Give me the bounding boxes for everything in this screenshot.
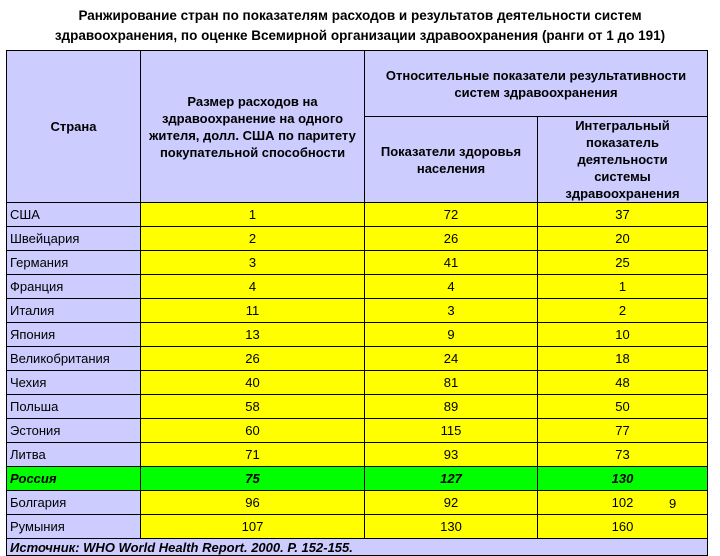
integral-rank-cell: 18	[538, 347, 708, 371]
country-cell: Болгария	[7, 491, 141, 515]
integral-rank-cell: 1	[538, 275, 708, 299]
integral-rank-cell: 130	[538, 467, 708, 491]
header-integral: Интегральный показатель деятельности системы здравоохранения	[538, 117, 708, 203]
health-rank-cell: 26	[365, 227, 538, 251]
table-row	[7, 443, 708, 467]
health-rank-cell: 93	[365, 443, 538, 467]
page-number: 9	[669, 496, 677, 511]
table-row	[7, 347, 708, 371]
country-cell: Чехия	[7, 371, 141, 395]
country-cell: Великобритания	[7, 347, 141, 371]
spending-rank-cell: 2	[141, 227, 365, 251]
table-row	[7, 275, 708, 299]
country-cell: Германия	[7, 251, 141, 275]
integral-rank-cell: 50	[538, 395, 708, 419]
spending-rank-cell: 71	[141, 443, 365, 467]
table-row	[7, 251, 708, 275]
integral-rank-cell: 160	[538, 515, 708, 539]
ranking-table	[6, 50, 708, 556]
source-note: Источник: WHO World Health Report. 2000. P. 152-155.	[7, 539, 708, 556]
header-country: Страна	[7, 51, 141, 203]
table-row	[7, 467, 708, 491]
table-row	[7, 515, 708, 539]
health-rank-cell: 41	[365, 251, 538, 275]
integral-rank-cell: 37	[538, 203, 708, 227]
table-row	[7, 203, 708, 227]
spending-rank-cell: 58	[141, 395, 365, 419]
spending-rank-cell: 11	[141, 299, 365, 323]
country-cell: Россия	[7, 467, 141, 491]
country-cell: Япония	[7, 323, 141, 347]
health-rank-cell: 24	[365, 347, 538, 371]
table-row	[7, 395, 708, 419]
country-cell: Румыния	[7, 515, 141, 539]
country-cell: Италия	[7, 299, 141, 323]
table-row	[7, 419, 708, 443]
integral-rank-cell: 73	[538, 443, 708, 467]
integral-rank-cell: 2	[538, 299, 708, 323]
health-rank-cell: 9	[365, 323, 538, 347]
integral-rank-cell: 102	[538, 491, 708, 515]
spending-rank-cell: 3	[141, 251, 365, 275]
health-rank-cell: 130	[365, 515, 538, 539]
health-rank-cell: 115	[365, 419, 538, 443]
country-cell: Швейцария	[7, 227, 141, 251]
integral-rank-cell: 48	[538, 371, 708, 395]
spending-rank-cell: 26	[141, 347, 365, 371]
country-cell: Эстония	[7, 419, 141, 443]
spending-rank-cell: 75	[141, 467, 365, 491]
spending-rank-cell: 1	[141, 203, 365, 227]
country-cell: США	[7, 203, 141, 227]
table-row	[7, 323, 708, 347]
integral-rank-cell: 10	[538, 323, 708, 347]
health-rank-cell: 72	[365, 203, 538, 227]
table-row	[7, 227, 708, 251]
table-row	[7, 491, 708, 515]
health-rank-cell: 127	[365, 467, 538, 491]
spending-rank-cell: 4	[141, 275, 365, 299]
table-body	[7, 203, 708, 539]
health-rank-cell: 4	[365, 275, 538, 299]
title-line-1: Ранжирование стран по показателям расходов и результатов деятельности систем	[78, 8, 642, 23]
spending-rank-cell: 60	[141, 419, 365, 443]
table-row	[7, 299, 708, 323]
page-title	[0, 6, 720, 46]
integral-rank-cell: 20	[538, 227, 708, 251]
integral-rank-cell: 77	[538, 419, 708, 443]
health-rank-cell: 81	[365, 371, 538, 395]
spending-rank-cell: 13	[141, 323, 365, 347]
table-row	[7, 371, 708, 395]
header-relative: Относительные показатели результативности систем здравоохранения	[365, 51, 708, 117]
spending-rank-cell: 96	[141, 491, 365, 515]
spending-rank-cell: 107	[141, 515, 365, 539]
title-line-2: здравоохранения, по оценке Всемирной организации здравоохранения (ранги от 1 до 191)	[54, 28, 666, 43]
country-cell: Франция	[7, 275, 141, 299]
header-health: Показатели здоровья населения	[365, 117, 538, 203]
header-spending: Размер расходов на здравоохранение на одного жителя, долл. США по паритету покупательной способности	[141, 51, 365, 203]
health-rank-cell: 89	[365, 395, 538, 419]
country-cell: Польша	[7, 395, 141, 419]
integral-rank-cell: 25	[538, 251, 708, 275]
spending-rank-cell: 40	[141, 371, 365, 395]
country-cell: Литва	[7, 443, 141, 467]
health-rank-cell: 92	[365, 491, 538, 515]
health-rank-cell: 3	[365, 299, 538, 323]
